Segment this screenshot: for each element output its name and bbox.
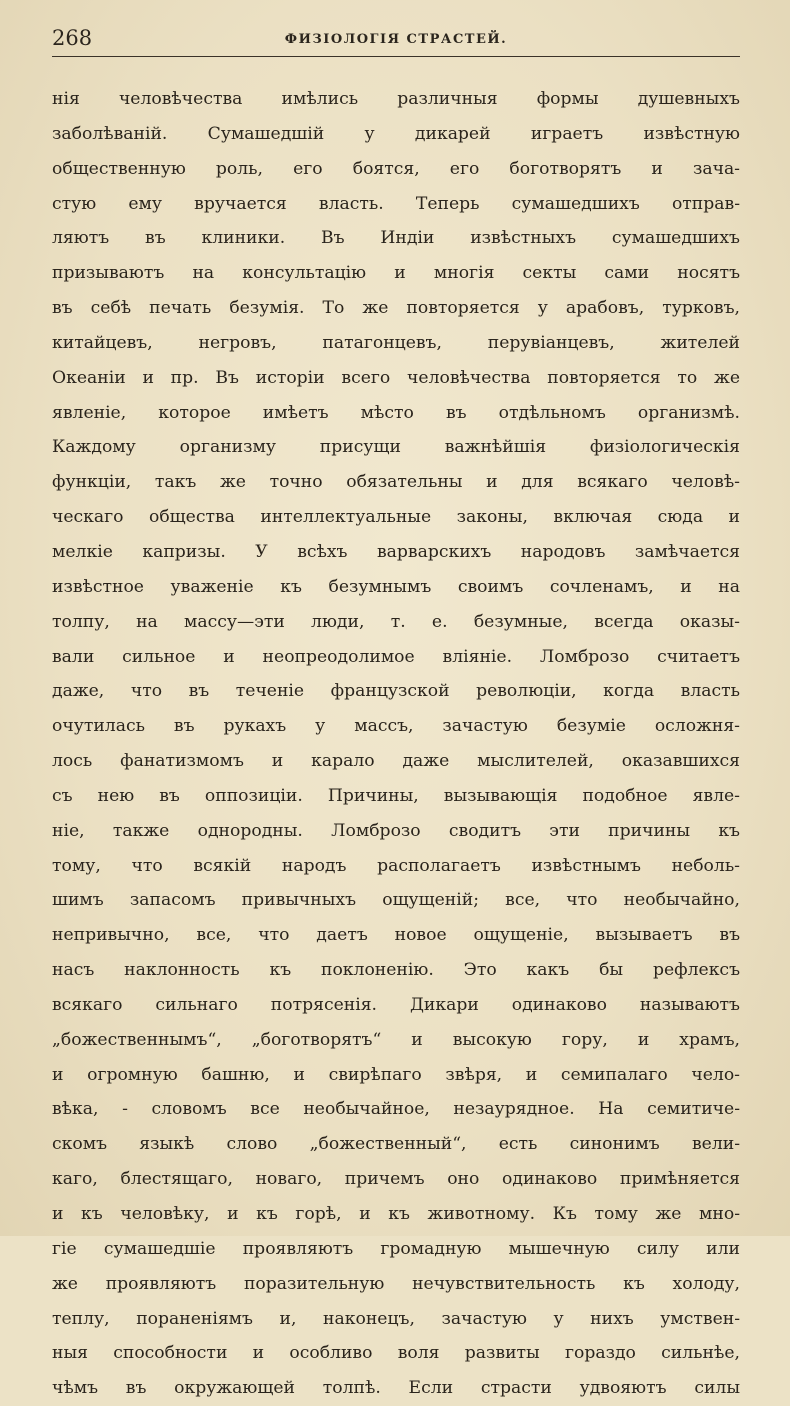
text-line: мелкіе капризы. У всѣхъ варварскихъ народовъ замѣчается: [52, 541, 740, 562]
text-line: толпу, на массу—эти люди, т. е. безумные, всегда оказы-: [52, 611, 740, 632]
text-line: вѣка, - словомъ все необычайное, незаурядное. На семитиче-: [52, 1099, 740, 1120]
text-line: лось фанатизмомъ и карало даже мыслителей, оказавшихся: [52, 751, 740, 772]
text-line: вали сильное и неопреодолимое вліяніе. Ломброзо считаетъ: [52, 646, 740, 667]
text-line: непривычно, все, что даетъ новое ощущеніе, вызываетъ въ: [52, 925, 740, 946]
text-line: функціи, такъ же точно обязательны и для всякаго человѣ-: [52, 472, 740, 493]
page-number: 268: [52, 26, 93, 50]
text-line: явленіе, которое имѣетъ мѣсто въ отдѣльномъ организмѣ.: [52, 402, 740, 423]
text-line: съ нею въ оппозиціи. Причины, вызывающія подобное явле-: [52, 785, 740, 806]
text-line: скомъ языкѣ слово „божественный“, есть синонимъ вели-: [52, 1134, 740, 1155]
text-line: въ себѣ печать безумія. То же повторяется у арабовъ, турковъ,: [52, 298, 740, 319]
text-line: шимъ запасомъ привычныхъ ощущеній; все, что необычайно,: [52, 890, 740, 911]
text-line: китайцевъ, негровъ, патагонцевъ, перувіанцевъ, жителей: [52, 332, 740, 353]
text-line: ныя способности и особливо воля развиты гораздо сильнѣе,: [52, 1343, 740, 1364]
text-line: общественную роль, его боятся, его боготворятъ и зача-: [52, 158, 740, 179]
text-line: извѣстное уваженіе къ безумнымъ своимъ сочленамъ, и на: [52, 576, 740, 597]
text-line: Каждому организму присущи важнѣйшія физіологическія: [52, 437, 740, 458]
text-line: стую ему вручается власть. Теперь сумашедшихъ отправ-: [52, 193, 740, 214]
text-line: насъ наклонность къ поклоненію. Это какъ бы рефлексъ: [52, 960, 740, 981]
text-line: очутилась въ рукахъ у массъ, зачастую безуміе осложня-: [52, 716, 740, 737]
text-line: ляютъ въ клиники. Въ Индіи извѣстныхъ сумашедшихъ: [52, 228, 740, 249]
text-line: чѣмъ въ окружающей толпѣ. Если страсти удвояютъ силы: [52, 1378, 740, 1399]
text-line: всякаго сильнаго потрясенія. Дикари одинаково называютъ: [52, 994, 740, 1015]
text-line: тому, что всякій народъ располагаетъ извѣстнымъ неболь-: [52, 855, 740, 876]
text-line: ніе, также однородны. Ломброзо сводитъ эти причины къ: [52, 820, 740, 841]
text-line: каго, блестящаго, новаго, причемъ оно одинаково примѣняется: [52, 1169, 740, 1190]
text-line: теплу, пораненіямъ и, наконецъ, зачастую у нихъ умствен-: [52, 1308, 740, 1329]
text-line: заболѣваній. Сумашедшій у дикарей играетъ извѣстную: [52, 123, 740, 144]
text-line: же проявляютъ поразительную нечувствительность къ холоду,: [52, 1273, 740, 1294]
text-line: призываютъ на консультацію и многія секты сами носятъ: [52, 263, 740, 284]
text-line: Океаніи и пр. Въ исторіи всего человѣчества повторяется то же: [52, 367, 740, 388]
body-text: [52, 82, 740, 1406]
text-line: „божественнымъ“, „боготворятъ“ и высокую гору, и храмъ,: [52, 1029, 740, 1050]
text-line: гіе сумашедшіе проявляютъ громадную мышечную силу или: [52, 1238, 740, 1259]
text-line: и къ человѣку, и къ горѣ, и къ животному. Къ тому же мно-: [52, 1204, 740, 1224]
page-header: [52, 20, 740, 58]
text-line: нія человѣчества имѣлись различныя формы душевныхъ: [52, 89, 740, 109]
text-line: и огромную башню, и свирѣпаго звѣря, и семипалаго чело-: [52, 1064, 740, 1085]
header-rule: [52, 56, 740, 57]
text-line: даже, что въ теченіе французской революціи, когда власть: [52, 681, 740, 702]
text-line: ческаго общества интеллектуальные законы, включая сюда и: [52, 507, 740, 528]
running-title: ФИЗІОЛОГІЯ СТРАСТЕЙ.: [284, 32, 508, 47]
